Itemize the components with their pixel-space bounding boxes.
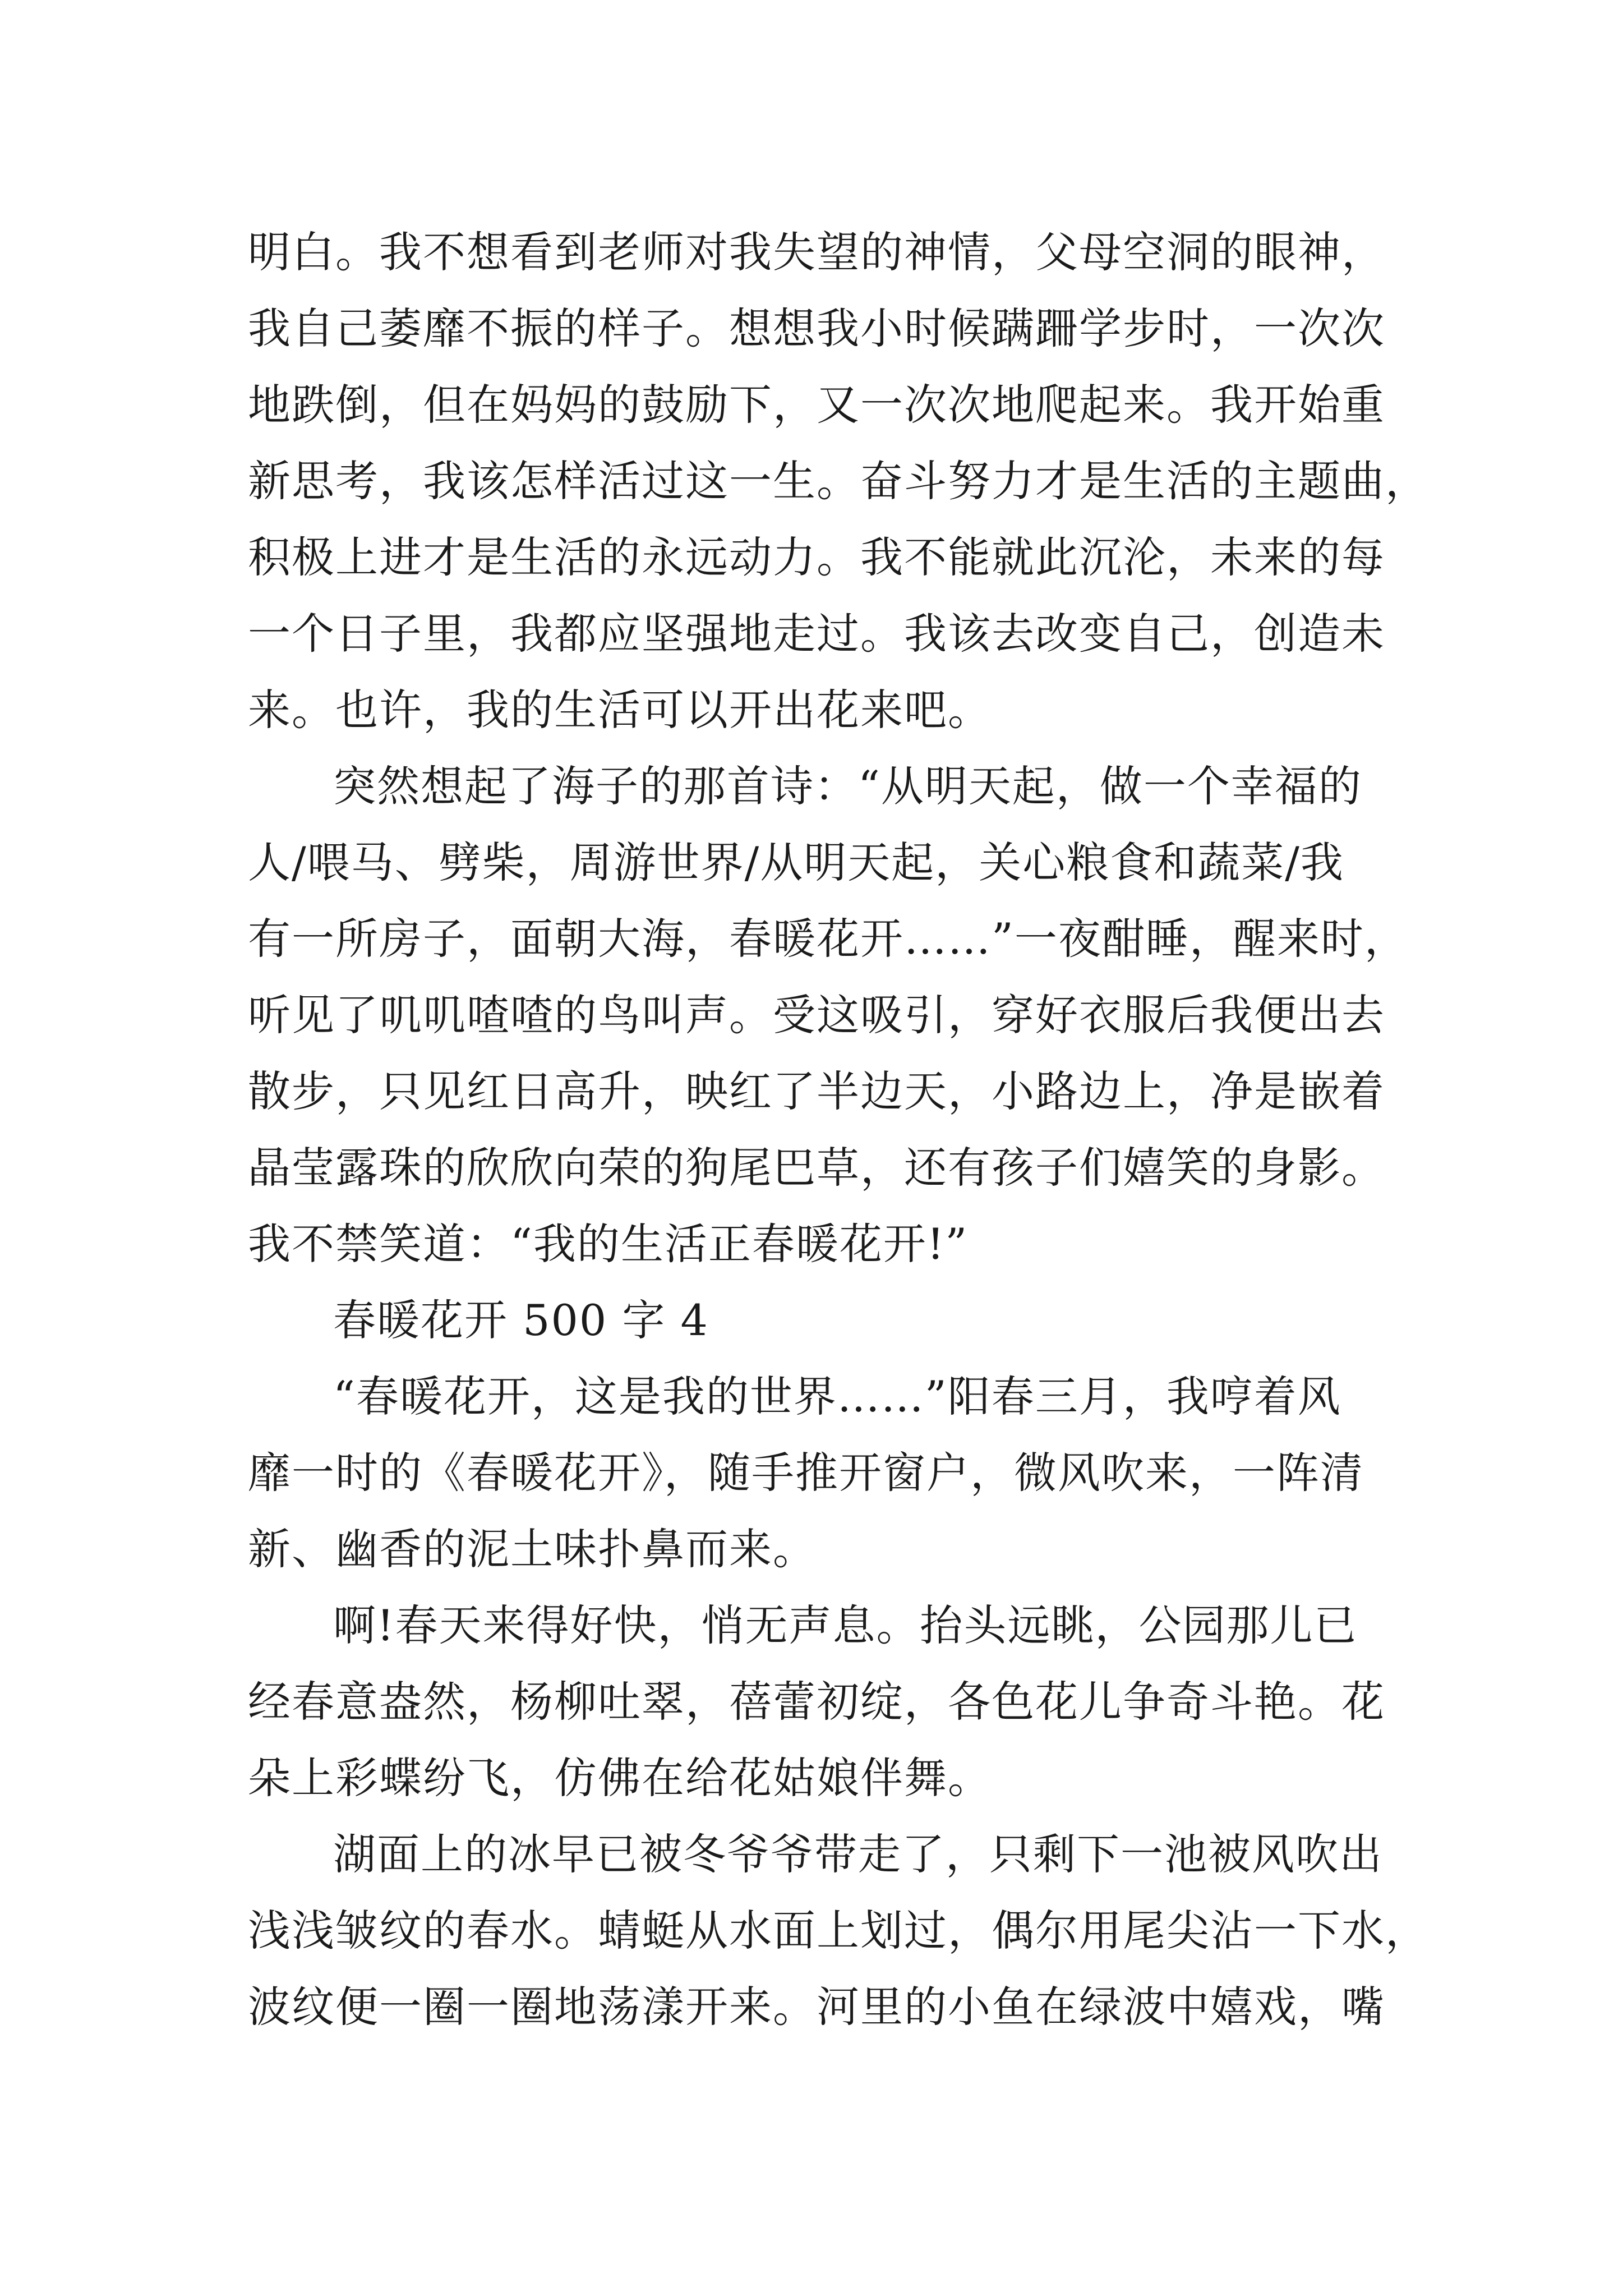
text-line: 朵上彩蝶纷飞，仿佛在给花姑娘伴舞。 <box>248 1753 992 1803</box>
text-line: 新思考，我该怎样活过这一生。奋斗努力才是生活的主题曲， <box>248 456 1429 506</box>
text-line: 人/喂马、劈柴，周游世界/从明天起，关心粮食和蔬菜/我 <box>248 838 1344 887</box>
text-line: 晶莹露珠的欣欣向荣的狗尾巴草，还有孩子们嬉笑的身影。 <box>248 1143 1385 1193</box>
body-text <box>248 214 1429 2045</box>
text-line: 突然想起了海子的那首诗：“从明天起，做一个幸福的 <box>333 761 1362 811</box>
text-line: 湖面上的冰早已被冬爷爷带走了，只剩下一池被风吹出 <box>333 1829 1383 1879</box>
text-line: 啊!春天来得好快，悄无声息。抬头远眺，公园那儿已 <box>333 1600 1358 1650</box>
text-line: 我自己萎靡不振的样子。想想我小时候蹒跚学步时，一次次 <box>248 303 1385 353</box>
text-line: 我不禁笑道：“我的生活正春暖花开!” <box>248 1219 969 1269</box>
text-line: 一个日子里，我都应坚强地走过。我该去改变自己，创造未 <box>248 609 1385 659</box>
text-line: 明白。我不想看到老师对我失望的神情，父母空洞的眼神， <box>248 227 1385 277</box>
text-line: 积极上进才是生活的永远动力。我不能就此沉沦，未来的每 <box>248 532 1385 582</box>
text-line: 新、幽香的泥土味扑鼻而来。 <box>248 1524 817 1574</box>
text-line: 经春意盎然，杨柳吐翠，蓓蕾初绽，各色花儿争奇斗艳。花 <box>248 1677 1385 1727</box>
text-line: 浅浅皱纹的春水。蜻蜓从水面上划过，偶尔用尾尖沾一下水， <box>248 1906 1429 1955</box>
section-heading: 春暖花开 500 字 4 <box>333 1295 709 1345</box>
text-line: 波纹便一圈一圈地荡漾开来。河里的小鱼在绿波中嬉戏，嘴 <box>248 1982 1385 2032</box>
text-line: 散步，只见红日高升，映红了半边天，小路边上，净是嵌着 <box>248 1066 1385 1116</box>
text-line: 靡一时的《春暖花开》，随手推开窗户，微风吹来，一阵清 <box>248 1448 1364 1498</box>
text-line: 来。也许，我的生活可以开出花来吧。 <box>248 685 992 735</box>
text-line: 听见了叽叽喳喳的鸟叫声。受这吸引，穿好衣服后我便出去 <box>248 990 1385 1040</box>
text-line: 地跌倒，但在妈妈的鼓励下，又一次次地爬起来。我开始重 <box>248 380 1385 430</box>
text-line: 有一所房子，面朝大海，春暖花开……”一夜酣睡，醒来时， <box>248 914 1408 964</box>
text-line: “春暖花开，这是我的世界……”阳春三月，我哼着风 <box>333 1372 1341 1421</box>
